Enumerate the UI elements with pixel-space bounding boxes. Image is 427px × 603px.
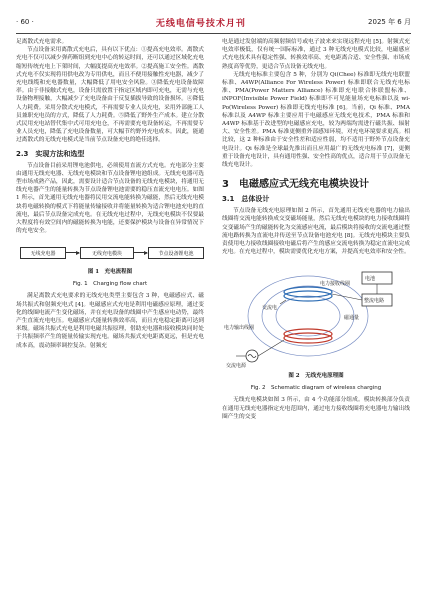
paragraph: 满足离散式充电要求的无线充电类型主要包含 3 种，电磁感应式、磁场共振式和射频充电式 [4]。电磁感应式充电是利用电磁感应原理，通过变化的线圈电流产生变化磁场，并在充电设备的线圈中产生感应电动势，最终产生直流充电电压。电磁感应式能量转换效率高，而且充电稳定距离可达到米级。磁场共振式充电是利用电磁共振原理，借助充电器和接收模块同时处于共振频率产生的能量传输实现充电。磁场共振式充电距离更远，但是充电成本高，震动频率调控复杂。射频充	[16, 293, 204, 349]
figure-wireless-schematic	[222, 260, 410, 372]
paragraph: 足离散式充电需求。	[16, 39, 68, 45]
left-column	[16, 38, 204, 350]
page-number: · 60 ·	[16, 18, 34, 26]
figure-caption-en: Fig. 1 Charging flow chart	[72, 280, 148, 287]
paragraph: 电是通过发射端的高频射频信号或电子波来来实现远程充电 [5]。射频式充电效率极低，仅有统一国际标准，通过 3 种无线充电模式比较，电磁感应式充电技术具有稳定性强、转换效率高、充电距离合适、安全性强、市场成熟度高等优势，更适合节点设备无线充电。	[222, 39, 410, 70]
paragraph: 无线充电模块如图 3 所示，由 4 个功能部分组成。模块转换部分负责在通用无线充电器指定充电范围内，通过电力接收线圈将充电器电力输出线圈产生的交变	[222, 397, 410, 420]
paragraph: 节点设备无线充电原理如图 2 所示，首先通用无线充电器的电力输出线圈将交流电能转换成交变磁场能量，然后无线充电模块的电力接收线圈将交变磁场产生的磁能转化为交流感应电流，最后模块将接收的交流电通过整流电路转换为直流电并传送至节点设备电池充电 [8]。无线充电模块主要负责使用电力接收线圈接收电磁后将产生的感应交流电转换为稳定直流电完成充电。在充电过程中，模块需要优化充电方案，并提高充电效率和安全性。	[222, 208, 410, 256]
section-heading: 2.3 实现方法和选型	[16, 149, 85, 158]
figure-caption-en: Fig. 2 Schematic diagram of wireless charging	[250, 384, 382, 391]
page-header	[16, 14, 411, 34]
journal-name: 无线电信号技术月刊	[155, 18, 246, 29]
label-ac-source: 交流电源	[226, 363, 247, 370]
issue-date: 2025 年 6 月	[368, 18, 411, 26]
flow-box-battery: 节点设备锂电池	[148, 247, 204, 259]
label-magnetic-flux: 磁通量	[344, 315, 360, 322]
label-rectifier: 整流电路	[364, 298, 385, 305]
flow-box-module: 无线充电模块	[80, 247, 134, 259]
subsection-heading: 3.1 总体设计	[222, 195, 270, 204]
label-transmit-coil: 电力输出线圈	[224, 325, 255, 332]
label-ac-current: 交流电	[262, 305, 278, 312]
schematic-diagram	[222, 260, 410, 372]
flow-box-charger: 无线充电器	[20, 247, 66, 259]
flow-arrow	[133, 252, 147, 253]
section-heading: 3 电磁感应式无线充电模块设计	[222, 179, 369, 191]
flow-arrow	[65, 252, 79, 253]
figure-caption: 图 1 充电流程图	[87, 269, 133, 276]
paragraph: 节点设备采用离散式充电后，具有以下优点：①提高充电效率。离散式充电不仅可以减少弹药断组到充电中心的转运时间，还可以通过区域化充电缩短传统充电上下架时间，大幅度提高充电效率。②提高施工安全性。离散式充电不仅实现将用供电改为专用供电，而且不便用接触性充电器，减少了充电线缆和充电器数量，大幅降低了用电安全风险。③降低充电设备故障率。由于非接触式充电，设备只需放置于指定区域内即可充电，无需与充电设备物理接触，大幅减少了充电设备由于反复插拔导致的设备损坏。④降低人力耗费。采用分散式充电模式，不再需要专业人员充电，采用外部施工人员兼职充电员的方式，降低了人力耗费。⑤降低了野外生产成本。建立分散式民用充电站替代集中式可用充电仓，不再需要充电设备转运，不再需要专业人员充电，降低了充电设备数量，可大幅节约野外充电成本。因此，能通过离散式的无线充电模式是当前节点设备充电的绝佳选择。	[16, 47, 204, 144]
paragraph: 无线充电标准主要包含 5 种，分别为 Qi(Chee) 标准即无线充电联盟标准、A4WP(Alliance For Wireless Power) 标准即联合无线充电标准、PMA(Power Matters Alliance) 标准即充电联合体联盟标准、iNPOF(Invisible Power Field) 标准即不可见能量场充电标准以及 wi-Po(Wireless Power) 标准即无线充电标准 [6]。当前，Qi 标准、PMA 标准以及 A4WP 标准主要应用于电磁感应无线充电技术，PMA 标准和 A4WP 标准基于改进型的电磁感应充电，较为两端均需进行磁共振、辐射大、安全性差。PMA 标准更侧重外部感知环境，对充电环境要求更高。相比较，这 2 种标准由于安全性差和适应性弱，均不适用于野外节点设备充电设计。Qi 标准是全球最先推出而且应用最广的无线充电标准 [7]，更侧重于设备充电设计，具有通用性强、安全性高的优点，适合用于节点设备无线充电设计。	[222, 71, 410, 169]
figure-charging-flow	[16, 241, 204, 267]
figure-caption: 图 2 无线充电原理图	[288, 373, 344, 380]
label-receive-coil: 电力接收线圈	[320, 281, 351, 288]
right-column	[222, 38, 410, 421]
paragraph: 节点设备目前采用锂电池供电，必须使用直流方式充电。充电部分主要由通用无线充电器、无线充电模块和节点设备锂电池组成。无线充电器可选型市场成熟产品，因此，需要设计适合节点设备的无线充电模块，将通用无线充电器产生的能量转换为节点设备锂电池需要的稳压直流充电电压。如图 1 所示，首先通用无线充电器将民用交流电能转换为磁能，然后无线充电模块将电磁转换的模式下将能量传输接收并将能量转换为适合锂电池充电的直流电，最后节点设备完成充电。在无线充电过程中，无线充电模块不仅要最大程度将有效空间内的磁能转换为电能，还要保护模块与设备在异常情况下的充电安全。	[16, 162, 204, 235]
flux-line	[276, 296, 340, 336]
label-battery: 电池	[365, 276, 376, 283]
